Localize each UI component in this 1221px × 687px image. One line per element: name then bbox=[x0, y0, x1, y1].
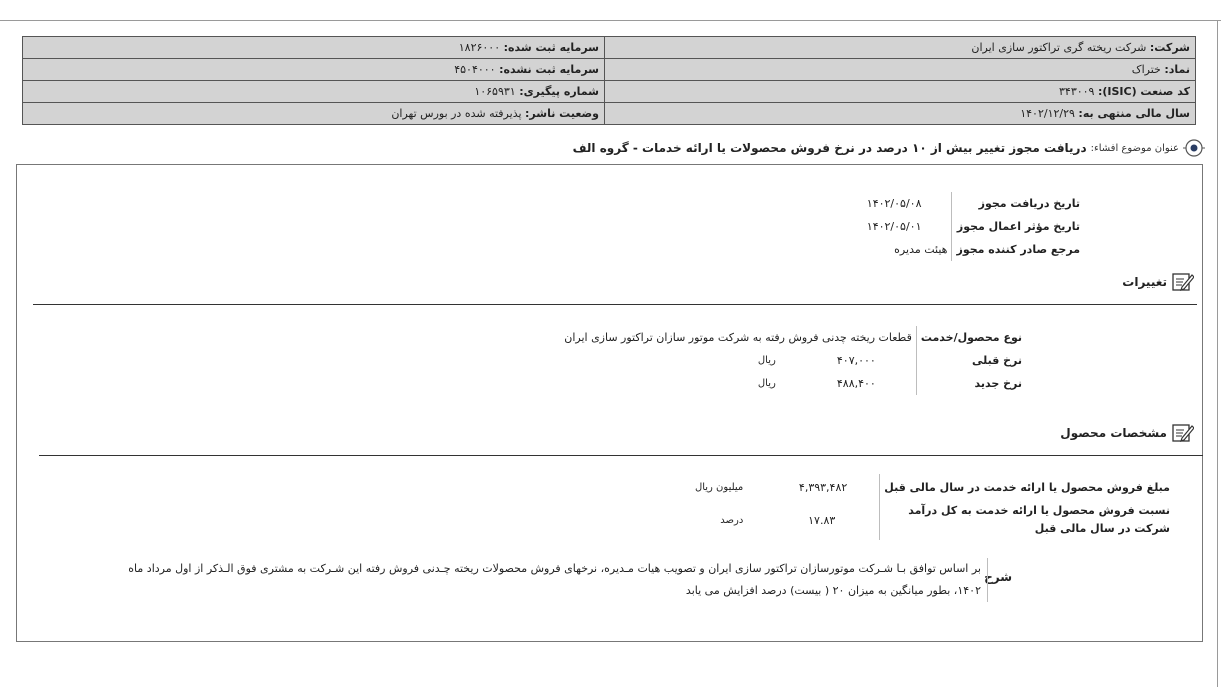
info-row bbox=[23, 81, 1196, 103]
product-type-label: نوع محصول/خدمت bbox=[916, 326, 1026, 349]
isic-value: ۳۴۳۰۰۹ bbox=[1059, 85, 1095, 98]
target-icon bbox=[1183, 137, 1205, 159]
prior-sales-value: ۴,۳۹۳,۴۸۲ bbox=[798, 480, 848, 494]
specs-section-title bbox=[1060, 423, 1194, 443]
prev-rate-unit: ریال bbox=[757, 355, 776, 366]
specs-row bbox=[691, 474, 1174, 500]
isic-label: کد صنعت (ISIC): bbox=[1097, 85, 1190, 98]
changes-row bbox=[560, 326, 1026, 349]
permit-row bbox=[863, 192, 1084, 215]
company-value: شرکت ریخته گری تراکتور سازی ایران bbox=[971, 41, 1147, 54]
symbol-label: نماد: bbox=[1164, 63, 1190, 76]
company-info-table bbox=[22, 36, 1196, 125]
registered-capital-value: ۱۸۲۶۰۰۰ bbox=[458, 41, 501, 54]
fiscal-year-value: ۱۴۰۲/۱۲/۲۹ bbox=[1020, 107, 1075, 120]
permit-row bbox=[863, 215, 1084, 238]
frame-right-line bbox=[1217, 20, 1218, 687]
revenue-ratio-label-line1: نسبت فروش محصول یا ارائه خدمت به کل درآمد bbox=[908, 504, 1170, 517]
unregistered-capital-label: سرمایه ثبت نشده: bbox=[499, 63, 599, 76]
publisher-status-value: پذیرفته شده در بورس تهران bbox=[391, 107, 522, 120]
effective-date-value: ۱۴۰۲/۰۵/۰۱ bbox=[866, 220, 922, 233]
specs-divider bbox=[39, 455, 1203, 456]
issuer-value: هیئت مدیره bbox=[894, 243, 948, 256]
tracking-number-label: شماره پیگیری: bbox=[519, 85, 599, 98]
effective-date-label: تاریخ مؤثر اعمال مجوز bbox=[952, 215, 1084, 238]
fiscal-year-label: سال مالی منتهی به: bbox=[1078, 107, 1190, 120]
receive-date-value: ۱۴۰۲/۰۵/۰۸ bbox=[866, 197, 922, 210]
disclosure-subject bbox=[573, 137, 1205, 159]
prev-rate-label: نرخ قبلی bbox=[916, 349, 1026, 372]
prev-rate-value: ۴۰۷,۰۰۰ bbox=[836, 354, 876, 367]
edit-document-icon bbox=[1172, 272, 1194, 292]
registered-capital-label: سرمایه ثبت شده: bbox=[503, 41, 599, 54]
info-row bbox=[23, 59, 1196, 81]
changes-divider bbox=[33, 304, 1197, 305]
symbol-value: ختراک bbox=[1131, 63, 1161, 76]
unregistered-capital-value: ۴۵۰۴۰۰۰ bbox=[454, 63, 496, 76]
company-label: شرکت: bbox=[1149, 41, 1190, 54]
permit-info bbox=[863, 192, 1084, 261]
revenue-ratio-value: ۱۷.۸۳ bbox=[808, 513, 836, 527]
changes-row bbox=[560, 372, 1026, 395]
specs-title: مشخصات محصول bbox=[1060, 426, 1167, 440]
info-row bbox=[23, 103, 1196, 125]
subject-title: دریافت مجوز تغییر بیش از ۱۰ درصد در نرخ فروش محصولات یا ارائه خدمات - گروه الف bbox=[572, 141, 1087, 155]
new-rate-value: ۴۸۸,۴۰۰ bbox=[836, 377, 876, 390]
receive-date-label: تاریخ دریافت مجوز bbox=[952, 192, 1084, 215]
new-rate-unit: ریال bbox=[757, 378, 776, 389]
frame-top-line bbox=[0, 20, 1221, 21]
changes-title: تغییرات bbox=[1122, 275, 1167, 289]
specs-row bbox=[691, 500, 1174, 540]
changes-row bbox=[560, 349, 1026, 372]
info-row bbox=[23, 37, 1196, 59]
description-label: شرح bbox=[984, 570, 1012, 584]
edit-document-icon bbox=[1172, 423, 1194, 443]
new-rate-label: نرخ جدید bbox=[916, 372, 1026, 395]
subject-label: عنوان موضوع افشاء: bbox=[1090, 142, 1179, 154]
prior-sales-unit: میلیون ریال bbox=[694, 481, 744, 493]
description-text: بر اساس توافق بـا شـرکت موتورسازان تراکتور سازی ایران و تصویب هیات مـدیره، نرخهای فروش محصولات ریخته چـدنی فروش رفته این شـرکت به مشتری فوق الـذکر از اول مرداد ماه ۱۴۰۲، بطور میانگین به میزان ۲۰ ( بیست) درصد افزایش می یابد bbox=[121, 558, 988, 602]
revenue-ratio-label-line2: شرکت در سال مالی قبل bbox=[1034, 522, 1170, 535]
disclosure-content bbox=[16, 164, 1203, 642]
changes-section-title bbox=[1122, 272, 1194, 292]
publisher-status-label: وضعیت ناشر: bbox=[525, 107, 599, 120]
specs-info bbox=[690, 474, 1174, 540]
issuer-label: مرجع صادر کننده مجوز bbox=[952, 238, 1084, 261]
changes-info bbox=[560, 326, 1026, 395]
tracking-number-value: ۱۰۶۵۹۳۱ bbox=[474, 85, 516, 98]
prior-sales-label: مبلغ فروش محصول یا ارائه خدمت در سال مالی قبل bbox=[880, 474, 1174, 500]
product-type-value: قطعات ریخته چدنی فروش رفته به شرکت موتور سازان تراکتور سازی ایران bbox=[564, 331, 912, 344]
revenue-ratio-unit: درصد bbox=[720, 514, 744, 526]
permit-row bbox=[863, 238, 1084, 261]
